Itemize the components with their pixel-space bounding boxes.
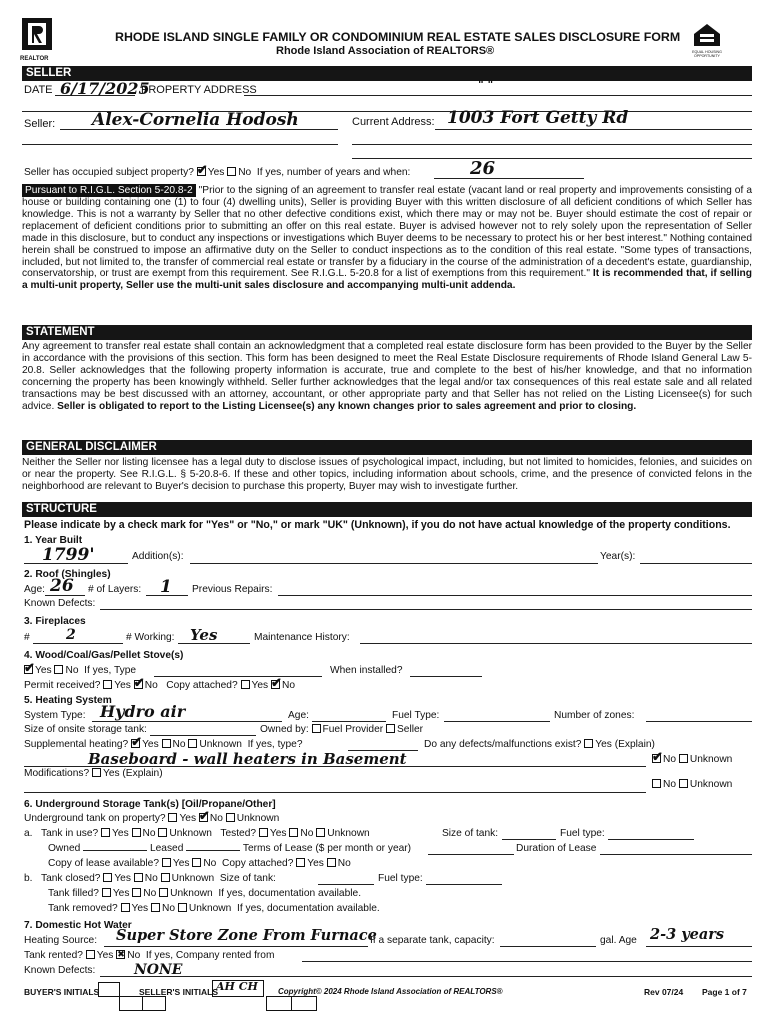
date-value[interactable]: 6/17/2025 (60, 79, 150, 98)
form-subtitle: Rhode Island Association of REALTORS® (276, 45, 495, 57)
supp-no-checkbox[interactable] (162, 739, 171, 748)
hot-water-known-defects-value[interactable]: NONE (134, 962, 183, 978)
copy-lease-row: Copy of lease available? Yes No Copy attached? Yes No (48, 858, 351, 869)
separate-tank-label: If a separate tank, capacity: (370, 935, 495, 946)
tank-rented-no-checkbox[interactable] (116, 950, 125, 959)
tested-unknown-checkbox[interactable] (316, 828, 325, 837)
fuel-type-b-label: Fuel type: (378, 873, 423, 884)
defects-yes-checkbox[interactable] (584, 739, 593, 748)
form-title: RHODE ISLAND SINGLE FAMILY OR CONDOMINIUM REAL ESTATE SALES DISCLOSURE FORM (115, 30, 681, 44)
roof-known-defects-field[interactable] (100, 609, 752, 610)
heating-age-label: Age: (288, 710, 309, 721)
working-label: # Working: (126, 632, 175, 643)
stove-yes-checkbox[interactable] (24, 665, 33, 674)
tank-size-row: Size of onsite storage tank: (24, 724, 147, 735)
q3-fireplaces-title: 3. Fireplaces (24, 616, 86, 627)
zones-label: Number of zones: (554, 710, 635, 721)
tank-removed-no-checkbox[interactable] (151, 903, 160, 912)
q2-roof-title: 2. Roof (Shingles) (24, 569, 111, 580)
layers-value[interactable]: 1 (160, 577, 172, 597)
maintenance-history-field[interactable] (360, 643, 752, 644)
modifications-unknown-checkbox[interactable] (679, 779, 688, 788)
tank-closed-unknown-checkbox[interactable] (161, 873, 170, 882)
defects-no-checkbox[interactable] (652, 754, 661, 763)
defects-no-unknown-row: ✔ No Unknown (652, 754, 732, 765)
tank-filled-yes-checkbox[interactable] (102, 888, 111, 897)
statement-paragraph: Any agreement to transfer real estate shall contain an acknowledgment that a completed real estate disclosure form has been provided to the Buyer by the Seller in accordance with the provisions of this section. This form has been designed to meet the Real Estate Disclosure requirements of Rhode Island General Law 5-20.8. Seller acknowledges that the following property information is accurate, true and complete to the best of his/her knowledge, and that no information concerning the property has been knowingly withheld. Seller further acknowledges that the legal and/or tax consequences of this real estate sale and all related transactions may be best discussed with an attorney, accountant, or other appropriate party and that Seller has not relied on the Listing Licensee(s) for such advice. Seller is obligated to report to the Listing Licensee(s) any known changes prior to sales agreement and prior to closing. (22, 341, 752, 412)
q4-stove-title: 4. Wood/Coal/Gas/Pellet Stove(s) (24, 650, 184, 661)
seller-disclosure-paragraph: Pursuant to R.I.G.L. Section 5-20.8-2 "Prior to the signing of an agreement to transfer real estate (vacant land or real property and improvements consisting of a house or building containing one (1) to four (4) dwelling units), Seller is providing Buyer with this written disclosure of all deficient conditions of which Seller has knowledge. This is not a warranty by Seller that no other defective conditions exist, which there may or may not be. Buyer should estimate the cost of repair or replacement of deficient conditions prior to submitting an offer on this real estate. Buyer is advised however not to rely solely upon the representation of Seller made in this disclosure, but to conduct any inspections or investigations which Buyer deems to be necessary to protect his or her best interest." Nothing contained herein shall be construed to impose an affirmative duty on the Seller to conduct inspections as to the condition of this real estate. "Some types of transactions, included, but not limited to, the transfer of commercial real estate or transfer by a fiduciary in the course of the administration of a decedent's estate, guardianship, conservatorship, or trust are exempt from this requirement. See R.I.G.L. 5-20.8 for a list of exemptions from this requirement." It is recommended that, if selling a multi-unit property, Seller use the multi-unit sales disclosure and accompanying multi-unit addenda. (22, 185, 752, 292)
property-address-label: PROPERTY ADDRESS (141, 84, 257, 96)
seller-initials-box-2[interactable] (266, 996, 292, 1011)
modifications-yes-checkbox[interactable] (92, 768, 101, 777)
system-type-label: System Type: (24, 710, 86, 721)
equal-housing-icon (690, 22, 724, 48)
when-installed-label: When installed? (330, 665, 403, 676)
defects-row: Do any defects/malfunctions exist? Yes (Explain) (424, 739, 655, 750)
modifications-row: Modifications? Yes (Explain) (24, 768, 163, 779)
additions-field[interactable] (190, 563, 598, 564)
equal-housing-text: EQUAL HOUSING OPPORTUNITY (692, 50, 722, 58)
supplemental-row: Supplemental heating? ✔ Yes No Unknown If yes, type? (24, 739, 303, 750)
duration-lease-label: Duration of Lease (516, 843, 597, 854)
permit-yes-checkbox[interactable] (103, 680, 112, 689)
roof-age-label: Age: (24, 584, 45, 595)
tested-yes-checkbox[interactable] (259, 828, 268, 837)
q1-year-built-title: 1. Year Built (24, 535, 83, 546)
revision-label: Rev 07/24 (644, 987, 684, 997)
tank-removed-row: Tank removed? Yes No Unknown If yes, documentation available. (48, 903, 380, 914)
lease-copy-attached-no-checkbox[interactable] (327, 858, 336, 867)
additions-label: Addition(s): (132, 551, 184, 562)
tank-in-use-no-checkbox[interactable] (132, 828, 141, 837)
years-label: Year(s): (600, 551, 636, 562)
owned-by-row: Owned by: Fuel Provider Seller (260, 724, 424, 735)
q5-heating-title: 5. Heating System (24, 695, 112, 706)
owned-by-seller-checkbox[interactable] (386, 724, 395, 733)
permit-no-checkbox[interactable] (134, 680, 143, 689)
previous-repairs-field[interactable] (278, 595, 752, 596)
seller-initials-box-3[interactable] (291, 996, 317, 1011)
modifications-no-unknown-row: No Unknown (652, 779, 732, 790)
stove-no-checkbox[interactable] (54, 665, 63, 674)
realtor-logo (21, 17, 53, 57)
structure-instructions: Please indicate by a check mark for "Yes" or "No," or mark "UK" (Unknown), if you do not have actual knowledge of the property conditions. (24, 519, 731, 531)
tank-rented-yes-checkbox[interactable] (86, 950, 95, 959)
section-disclaimer-header: GENERAL DISCLAIMER (22, 440, 752, 455)
modifications-no-checkbox[interactable] (652, 779, 661, 788)
address-ditto-marks: " " (478, 78, 494, 91)
defects-unknown-checkbox[interactable] (679, 754, 688, 763)
section-statement-header: STATEMENT (22, 325, 752, 340)
date-label: DATE (24, 84, 53, 96)
lease-copy-attached-yes-checkbox[interactable] (296, 858, 305, 867)
maintenance-history-label: Maintenance History: (254, 632, 350, 643)
fireplace-hash: # (24, 632, 30, 643)
ug-tank-row: Underground tank on property? Yes ✔ No Unknown (24, 813, 279, 824)
roof-known-defects-label: Known Defects: (24, 598, 96, 609)
hot-water-known-defects-label: Known Defects: (24, 965, 96, 976)
property-address-field[interactable] (244, 95, 752, 96)
buyer-initials-box-1[interactable] (98, 982, 120, 997)
tank-rented-row: Tank rented? Yes ✖ No If yes, Company rented from (24, 950, 274, 961)
tested-no-checkbox[interactable] (289, 828, 298, 837)
statute-reference: Pursuant to R.I.G.L. Section 5-20.8-2 (22, 184, 196, 197)
previous-repairs-label: Previous Repairs: (192, 584, 273, 595)
tank-removed-unknown-checkbox[interactable] (178, 903, 187, 912)
stove-copy-no-checkbox[interactable] (271, 680, 280, 689)
occupied-question: Seller has occupied subject property? ✔ Yes No If yes, number of years and when: (24, 167, 410, 178)
years-occupied-value[interactable]: 26 (470, 158, 496, 179)
tank-closed-yes-checkbox[interactable] (103, 873, 112, 882)
copyright-text: Copyright© 2024 Rhode Island Association of REALTORS® (278, 987, 503, 996)
layers-label: # of Layers: (88, 584, 142, 595)
heating-source-label: Heating Source: (24, 935, 98, 946)
page-number: Page 1 of 7 (702, 987, 747, 997)
permit-row: Permit received? Yes ✔ No Copy attached? Yes ✔ No (24, 680, 295, 691)
hot-water-age-value[interactable]: 2-3 years (650, 926, 725, 943)
roof-age-value[interactable]: 26 (50, 576, 74, 596)
tank-in-use-row: a. Tank in use? Yes No Unknown Tested? Yes No Unknown (24, 828, 370, 839)
occupied-no-checkbox[interactable] (227, 167, 236, 176)
fuel-type-label: Fuel Type: (392, 710, 440, 721)
copy-lease-yes-checkbox[interactable] (162, 858, 171, 867)
seller-initials-value[interactable]: AH CH (216, 980, 258, 993)
stove-row: ✔Yes No If yes, Type (24, 665, 136, 676)
tank-filled-unknown-checkbox[interactable] (159, 888, 168, 897)
owned-by-fuel-provider-checkbox[interactable] (312, 724, 321, 733)
system-type-value[interactable]: Hydro air (100, 702, 186, 721)
gal-age-label: gal. Age (600, 935, 637, 946)
stove-copy-yes-checkbox[interactable] (241, 680, 250, 689)
buyers-initials-label: BUYER'S INITIALS (24, 987, 100, 997)
tank-closed-no-checkbox[interactable] (134, 873, 143, 882)
tank-in-use-yes-checkbox[interactable] (101, 828, 110, 837)
supp-yes-checkbox[interactable] (131, 739, 140, 748)
buyer-initials-box-3[interactable] (142, 996, 166, 1011)
owned-leased-row: Owned Leased Terms of Lease ($ per month or year) (48, 843, 412, 854)
tank-filled-no-checkbox[interactable] (132, 888, 141, 897)
realtor-logo-text: REALTOR (20, 56, 49, 62)
tank-closed-row: b. Tank closed? Yes No Unknown Size of tank: (24, 873, 276, 884)
copy-lease-no-checkbox[interactable] (192, 858, 201, 867)
ug-tank-unknown-checkbox[interactable] (226, 813, 235, 822)
current-address-value[interactable]: 1003 Fort Getty Rd (447, 108, 629, 128)
section-structure-header: STRUCTURE (22, 502, 752, 517)
tank-removed-yes-checkbox[interactable] (121, 903, 130, 912)
current-address-label: Current Address: (352, 116, 435, 128)
ug-tank-no-checkbox[interactable] (199, 813, 208, 822)
q7-hot-water-title: 7. Domestic Hot Water (24, 920, 132, 931)
supp-unknown-checkbox[interactable] (188, 739, 197, 748)
q6-underground-tank-title: 6. Underground Storage Tank(s) [Oil/Propane/Other] (24, 799, 276, 810)
seller-name-value[interactable]: Alex-Cornelia Hodosh (92, 110, 299, 130)
fuel-type-a-label: Fuel type: (560, 828, 605, 839)
disclaimer-paragraph: Neither the Seller nor listing licensee has a legal duty to disclose issues of psychological impact, including, but not limited to homicides, felonies, and suicides on or near the property. See R.I.G.L. § 5-20.8-6. If these and other topics, including information about schools, crime, and the presence of convicted felons in the neighborhood are relevant to Buyer's decision to purchase this property, Buyer may wish to investigate further. (22, 457, 752, 492)
ug-tank-yes-checkbox[interactable] (168, 813, 177, 822)
occupied-yes-checkbox[interactable] (197, 167, 206, 176)
heating-source-value[interactable]: Super Store Zone From Furnace (116, 927, 377, 944)
sellers-initials-label: SELLER'S INITIALS (139, 987, 218, 997)
year-built-value[interactable]: 1799' (42, 545, 95, 565)
fireplaces-count-value[interactable]: 2 (66, 627, 76, 643)
section-seller-header: SELLER (22, 66, 752, 81)
tank-filled-row: Tank filled? Yes No Unknown If yes, documentation available. (48, 888, 362, 899)
size-of-tank-label: Size of tank: (442, 828, 499, 839)
seller-label: Seller: (24, 118, 56, 130)
buyer-initials-box-2[interactable] (119, 996, 143, 1011)
tank-in-use-unknown-checkbox[interactable] (158, 828, 167, 837)
working-value[interactable]: Yes (190, 626, 218, 644)
supplemental-heating-value[interactable]: Baseboard - wall heaters in Basement (88, 750, 407, 768)
